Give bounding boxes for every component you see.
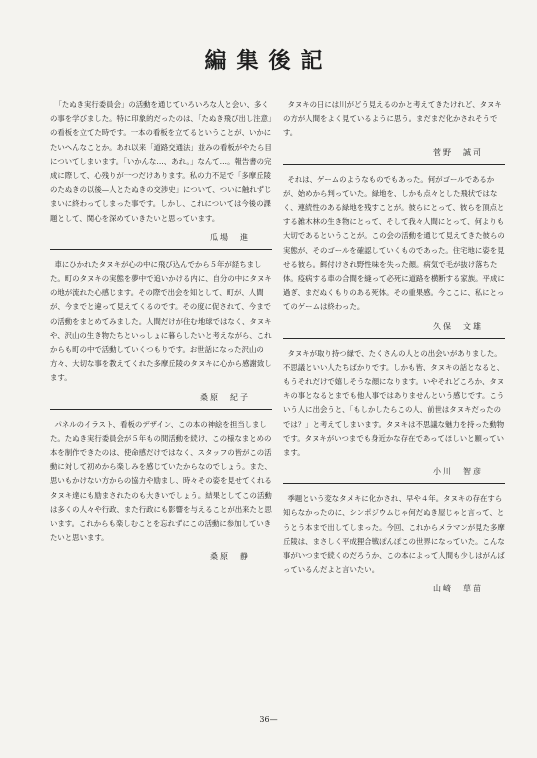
entry-author: 瓜場 進 <box>210 232 250 242</box>
right-column <box>283 98 505 594</box>
entry-text: タヌキが取り持つ縁で、たくさんの人との出会いがありました。不思議といい人たちばかりです。しかも皆、タヌキの話となると、もうそれだけで嬉しそうな顔になります。いやそれどころか、タヌキの事となるとまでも他人事ではありませんという感じです。こういう人に出会うと、「もしかしたらこの人、前世はタヌキだったのでは？」と考えてしまいます。タヌキは不思議な魅力を持った動物です。タヌキがいつまでも身近かな存在であってほしいと願っています。 <box>283 348 505 458</box>
section-divider <box>283 338 505 339</box>
entry-author: 久保 文雄 <box>433 321 483 331</box>
page-number: 36— <box>259 715 278 724</box>
afterword-entry <box>283 347 505 485</box>
section-divider <box>50 409 272 410</box>
entry-text: それは、ゲームのようなものでもあった。何がゴールであるかが、始めから判っていた。緑地を、しかも点々とした飛状ではなく、連続性のある緑地を残すことが。彼らにとって、彼らを頂点とする雑木林の生き物にとって、そして我々人間にとって、何よりも大切であるということが。この会の活動を通じて見えてきた彼らの実態が、そのゴールを確認していくものであった。住宅地に姿を見せる彼ら。餌付けされ野性味を失った顔。病気で毛が抜け落ちた体。疫病する車の合間を縫って必死に道路を横断する家族。平成に過ぎ、まだぬくもりのある死体。その重果感。今ここに、私にとってのゲームは終わった。 <box>283 174 505 312</box>
section-divider <box>283 164 505 165</box>
afterword-entry <box>283 173 505 339</box>
entry-author: 小川 智彦 <box>433 467 483 477</box>
afterword-entry <box>50 258 272 410</box>
entry-author: 桑原 静 <box>210 552 250 562</box>
entry-text: 「たぬき実行委員会」の活動を通じていろいろな人と会い、多くの事を学びました。特に印象的だったのは、「たぬき飛び出し注意」の看板を立てた時です。一本の看板を立てるということが、いかにたいへんなことか。あれ以来「道路交通法」並みの看板がやたら目についてしまいます。「いかんな…、あれ。」なんて…。報告書の完成に際して、心残りが一つだけあります。私の力不足で「多摩丘陵のたぬきの以後—人とたぬきの交渉史」について、ついに触れずじまいに終わってしまった事です。しかし、これについては今後の課題として、関心を深めていきたいと思っています。 <box>50 100 272 223</box>
page-title: 編集後記 <box>204 49 333 74</box>
afterword-entry <box>50 418 272 563</box>
entry-text: タヌキの日には川がどう見えるのかと考えてきたけれど、タヌキの方が人間をよく見ているように思う。まだまだ化かされそうです。 <box>283 100 502 138</box>
afterword-entry <box>283 492 505 594</box>
entry-author: 菅野 誠司 <box>433 147 483 157</box>
section-divider <box>50 249 272 250</box>
entry-text: パネルのイラスト、看板のデザイン、この本の神絵を担当しました。たぬき実行委員会が５年もの間活動を続け、この様なまとめの本を制作できたのは、使命感だけではなく、スタッフの皆がこの活動に対して初めから楽しみを感じていたからなのでしょう。また、思いもかけない方からの協力や励まし、時々その姿を見せてくれるタヌキ達にも励まされたのも大きいでしょう。結果としてこの活動は多くの人々や行政、また行政にも影響を与えることが出来たと思います。これからも楽しむことを忘れずにこの活動に参加していきたいと思います。 <box>50 419 272 543</box>
afterword-entry <box>283 98 505 165</box>
entry-author: 桑原 紀子 <box>200 392 250 402</box>
left-column <box>50 98 272 562</box>
entry-text: 季題という変なタメキに化かされ、早や４年。タヌキの存在すら知らなかったのに、シンポジウムじゃ何だぬき屋じゃと言って、とうとう本まで出してしまった。今回、これからメラマンが見た多摩丘陵は、まさしく平成狸合戦ぽんぽこの世界になっていた。こんな事がいつまで続くのだろうか、この本によって人間も少しはがんばっているんだよと言いたい。 <box>283 494 505 575</box>
entry-text: 車にひかれたタヌキが心の中に飛び込んでから５年が経ちました。町のタヌキの実態を夢中で追いかける内に、自分の中にタヌキの地が流れた心感じます。その際で出会を知として、町が、人間が、今までと違って見えてくるのです。その度に促されて、今までの活動をまとめてみました。人間だけが住む地球ではなく、タヌキや、沢山の生き物たちといっしょに暮らしたいと考えながら、これからも町の中で活動していくつもりです。お世話になった沢山の方々、大切な事を教えてくれた多摩丘陵のタヌキに心から感謝致します。 <box>50 259 272 383</box>
section-divider <box>283 483 505 484</box>
entry-author: 山崎 草苗 <box>433 584 483 594</box>
afterword-entry <box>50 98 272 250</box>
